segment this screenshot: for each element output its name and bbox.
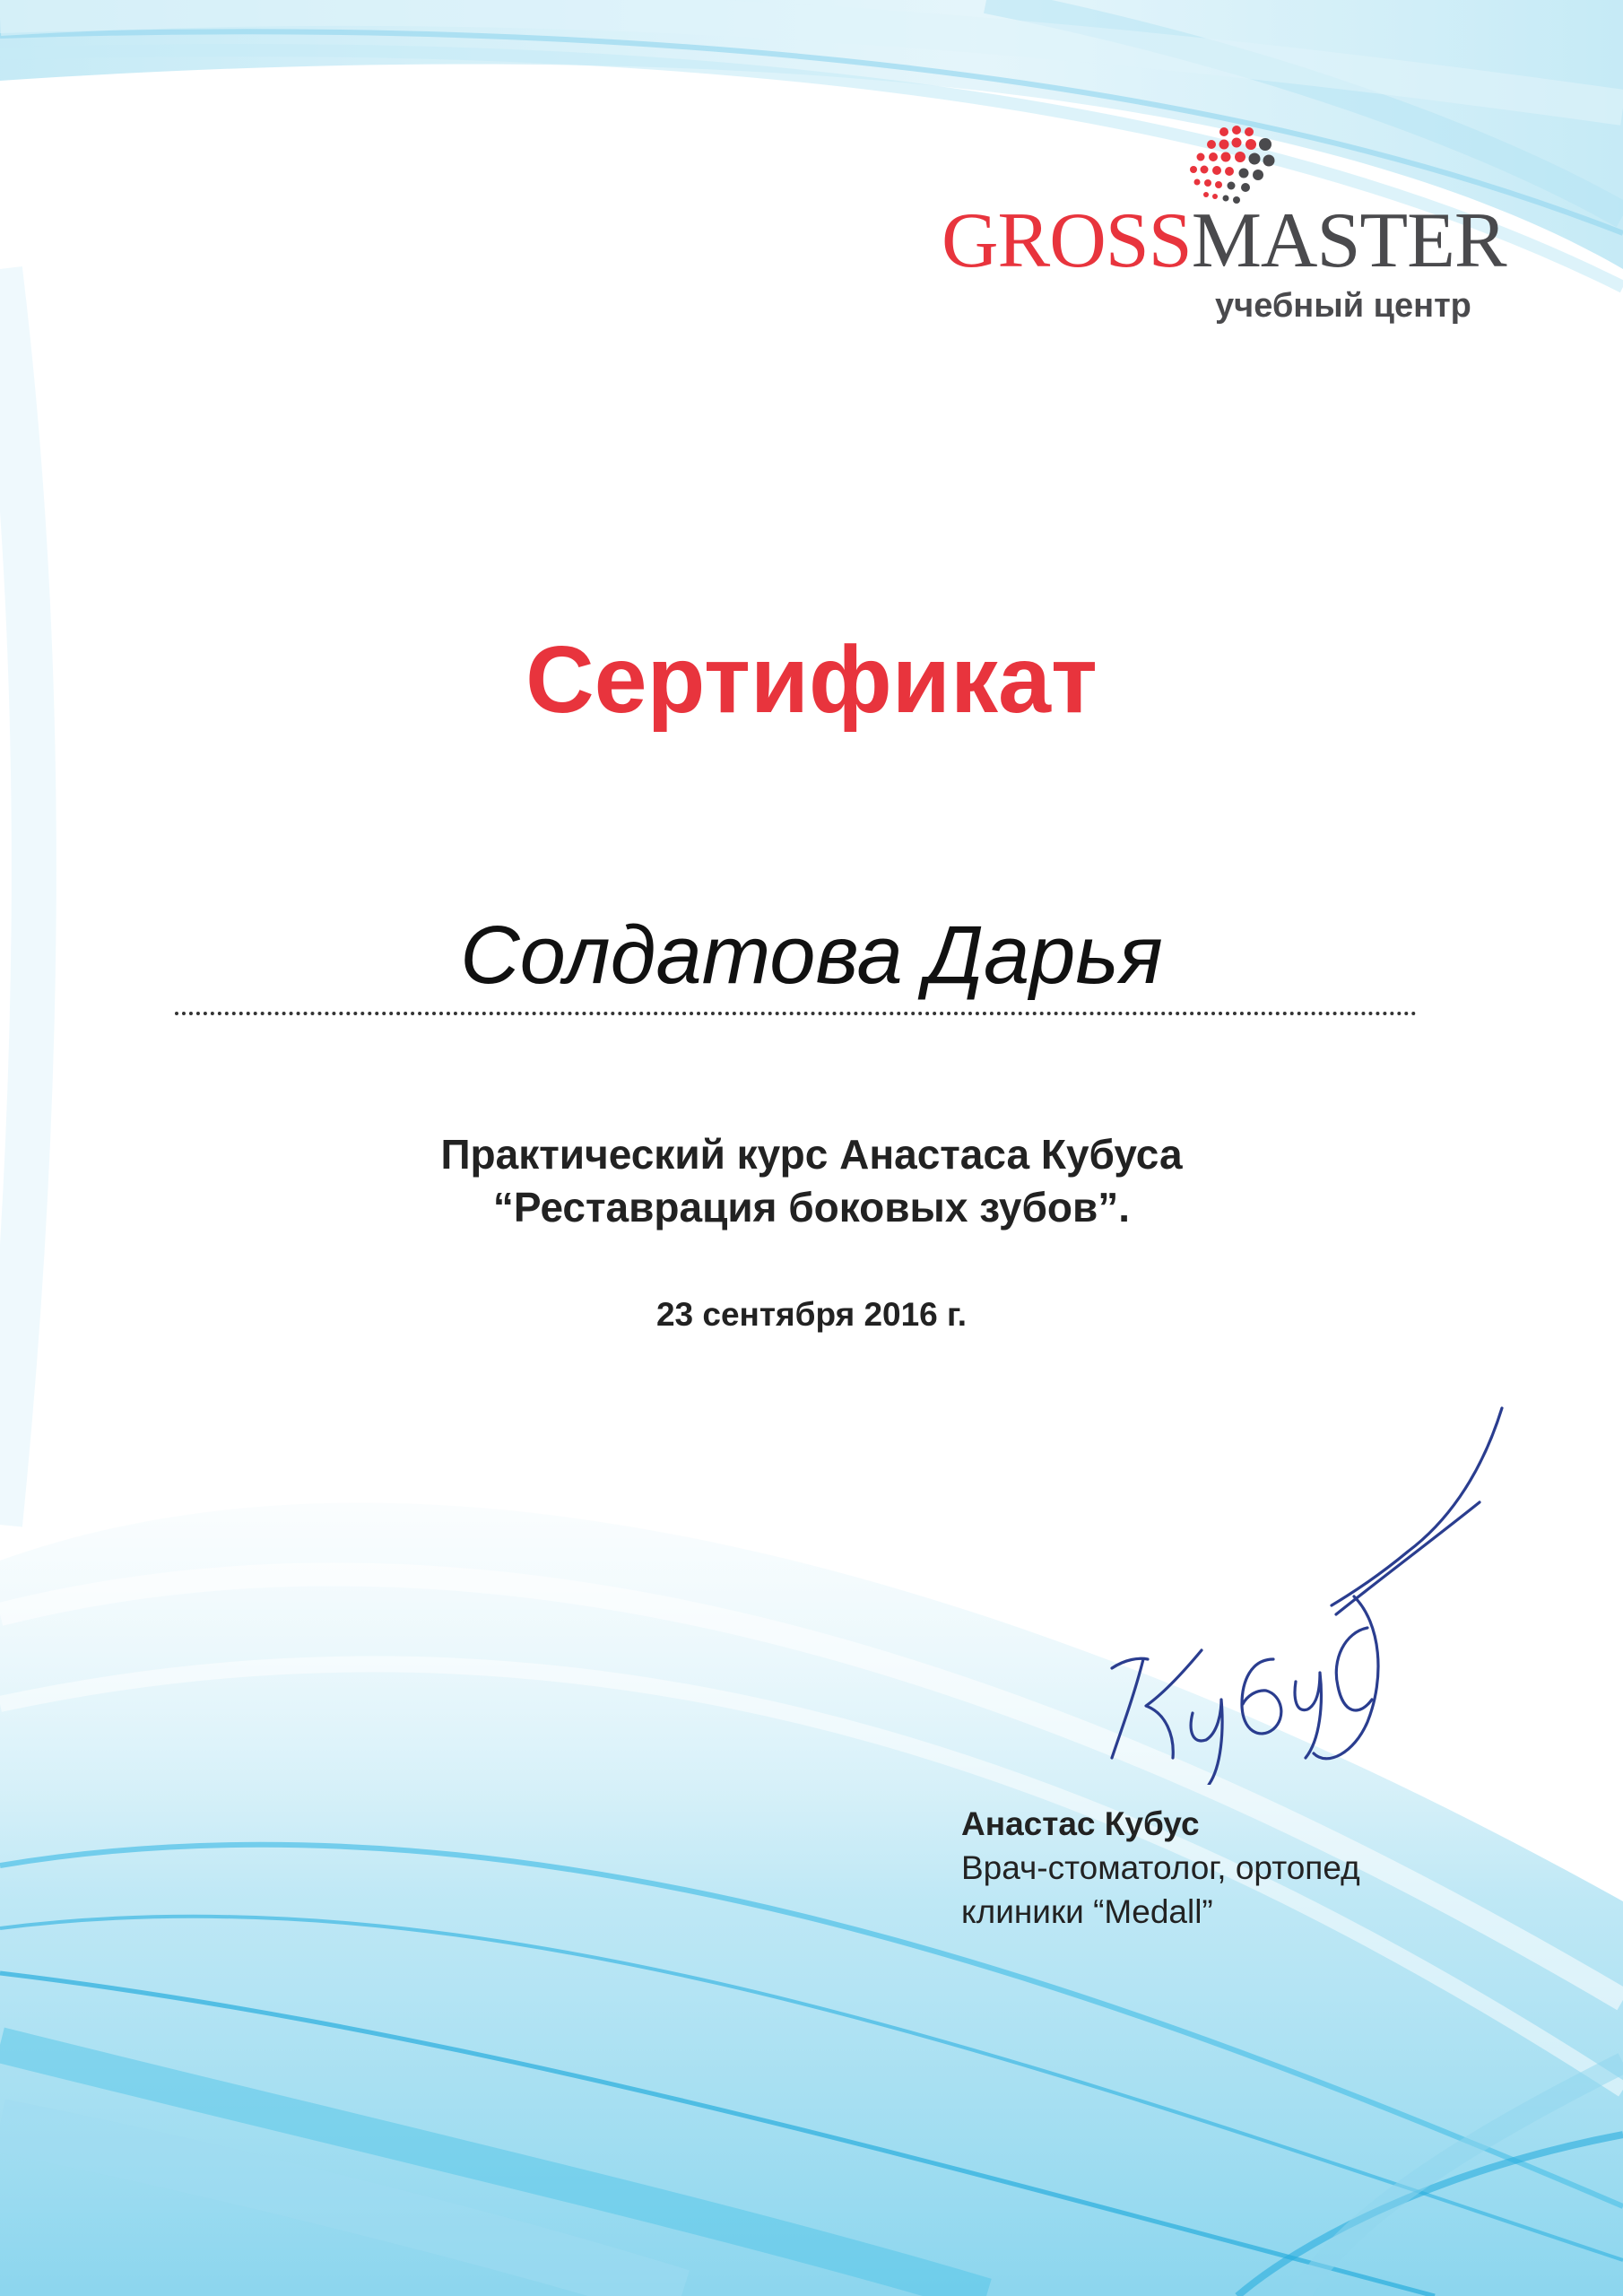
certificate-date: 23 сентября 2016 г. [655,1296,968,1333]
recipient-dotted-line [175,1012,1417,1015]
logo-subtitle: учебный центр [1215,287,1471,325]
certificate-title: Сертификат [525,627,1098,733]
course-line-1: Практический курс Анастаса Кубуса [440,1131,1183,1178]
recipient-name: Солдатова Дарья [460,909,1163,1001]
grossmaster-logo [942,121,1515,336]
logo-wordmark [942,197,1506,284]
course-line-2: “Реставрация боковых зубов”. [492,1183,1131,1231]
signer-block [961,1803,1360,1934]
signer-clinic: клиники “Medall” [961,1892,1213,1930]
logo-gross: GROSS [942,197,1192,284]
handwritten-signature [1058,1390,1524,1785]
logo-master: MASTER [1191,197,1506,284]
course-description [0,1128,1623,1234]
signer-position: Врач-стоматолог, ортопед [961,1848,1360,1886]
signer-name: Анастас Кубус [961,1805,1200,1842]
